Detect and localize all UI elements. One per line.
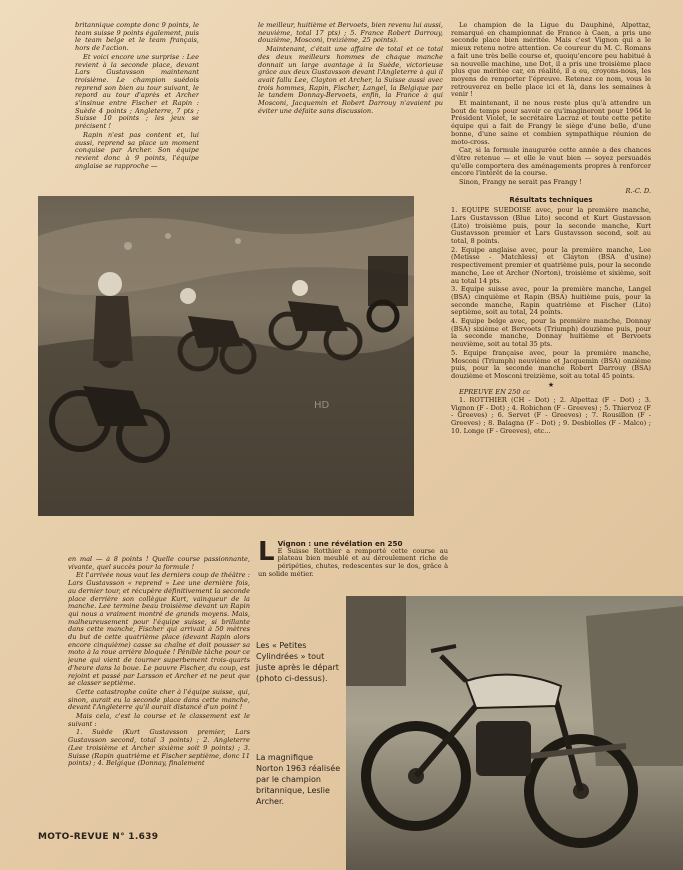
- column-lower-left: [68, 556, 250, 828]
- epreuve-heading: EPREUVE EN 250 cc: [459, 388, 531, 397]
- star-separator: ★: [547, 380, 555, 389]
- result-item: 5. Equipe française avec, pour la première manche, Mosconi (Triumph) neuvième et Jacquemin (BSA) onzième puis, pour la seconde manche Robert Darrouy (BSA) douzième et Mosconi treizième, soit au total 45 points.: [451, 348, 651, 380]
- paragraph: Le champion de la Ligue du Dauphiné, Alpettaz, remarqué en championnat de France à Caen, a pris une seconde place bien méritée. Mais c'est Vignon qui a le mieux retenu notre attention. Ce coureur du M. C. Romans a fait une très belle course et, quoiqu'encore peu habitué à sa nouvelle machine, une Dot, il a pris une troisième place plus que méritée car, en réalité, il a eu, croyons-nous, les moyens de remporter l'épreuve. Retenez ce nom, vous le retrouverez en belle place ici et là, dans les semaines à venir !: [451, 22, 651, 99]
- vignon-article: [258, 540, 448, 592]
- paragraph: britannique compte donc 9 points, le team suisse 9 points également, puis le team belge et le team français, hors de l'action.: [75, 22, 199, 53]
- paragraph: Maintenant, c'était une affaire de total et ce total des deux meilleurs hommes de chaque manche donnait un large avantage à la Suède, victorieuse grâce aux deux Gustavsson devant l'Angleterre à qui il avait fallu Lee, Clayton et Archer, la Suisse aussi avec trois hommes, Rapin, Fischer, Langel, la Belgique par le tandem Donnay-Bervoets, enfin, la France à qui Mosconi, Jacquemin et Robert Darrouy n'avaient pu éviter une défaite sans discussion.: [258, 45, 443, 115]
- paragraph: Et l'arrivée nous vaut les derniers coup de théâtre : Lars Gustavsson « reprend » Lee une dernière fois, au dernier tour, et récupère définitivement la seconde place derrière son collègue Kurt, vainqueur de la manche. Lee termine beau troisième devant un Rapin qui nous a vraiment montré de grands moyens. Mais, malheureusement pour l'équipe suisse, si brillante dans cette manche, Fischer qui arrivait à 50 mètres du but de cette quatrième place (devant Rapin alors encore cinquième) casse sa chaîne et doit pousser sa moto à la roue arrière bloquée ! Pénible tâche pour ce jeune qui vient de tourner superbement trois-quarts d'heure dans la boue. Le pauvre Fischer, du coup, est rejoint et passé par Larsson et Archer et ne peut que se classer septième.: [68, 571, 250, 688]
- column-2-top: [258, 22, 443, 182]
- drop-cap: L: [258, 540, 275, 567]
- paragraph: Cette catastrophe coûte cher à l'équipe suisse, qui, sinon, aurait eu la seconde place dans cette manche, devant l'Angleterre qu'il aurait distancé d'un point !: [68, 687, 250, 712]
- signature: R.-C. D.: [625, 186, 651, 195]
- paragraph: 1. Suède (Kurt Gustavsson premier, Lars Gustavsson second, total 3 points) ; 2. Angleterre (Lee troisième et Archer sixième soit 9 points) ; 3. Suisse (Rapin quatrième et Fischer septième, donc 11 points) ; 4. Belgique (Donnay, finalement: [68, 728, 250, 768]
- results-heading: Résultats techniques: [509, 196, 593, 205]
- paragraph: Sinon, Frangy ne serait pas Frangy !: [459, 178, 582, 187]
- paragraph: Mais cela, c'est la course et le classement est le suivant :: [68, 712, 250, 728]
- vignon-heading: Vignon : une révélation en 250: [277, 540, 403, 548]
- watermark: HD: [314, 400, 330, 411]
- magazine-footer: MOTO-REVUE N° 1.639: [38, 832, 159, 842]
- result-item: 4. Equipe belge avec, pour la première manche, Donnay (BSA) sixième et Bervoets (Triumph) douzième puis, pour la seconde manche, Donnay huitième et Bervoets neuvième, soit au total 35 pts.: [451, 317, 651, 349]
- epreuve-results: 1. ROTTHIER (CH - Dot) ; 2. Alpettaz (F - Dot) ; 3. Vignon (F - Dot) ; 4. Robichon (F - Greeves) ; 5. Thiervoz (F - Greeves) ; 6. Servet (F - Greeves) ; 7. Rousillon (F - Greeves) ; 8. Balagna (F - Dot) ; 9. Desbiolles (F - Malco) ; 10. Longe (F - Greeves), etc...: [451, 396, 651, 435]
- column-1-top: [75, 22, 199, 190]
- results-list: [451, 207, 651, 380]
- paragraph: Et voici encore une surprise : Lee revient à la seconde place, devant Lars Gustavsson maintenant troisième. Le champion suédois reprend son bien au tour suivant, le repord au tour d'après et Archer s'insinue entre Fischer et Rapin : Suède 4 points ; Angleterre, 7 pts ; Suisse 10 points ; les jeux se précisent !: [75, 52, 199, 131]
- result-item: 3. Equipe suisse avec, pour la première manche, Langel (BSA) cinquième et Rapin (BSA) huitième puis, pour la seconde manche, Rapin quatrième et Fischer (Lito) septième, soit au total, 24 points.: [451, 285, 651, 317]
- paragraph: Rapin n'est pas content et, lui aussi, reprend sa place un moment conquise par Archer. Son équipe revient donc à 9 points, l'équipe anglaise se rapproche —: [75, 130, 199, 170]
- photo-motocross-start: [38, 196, 414, 516]
- caption-petites-cylindrees: Les « Petites Cylindrées » tout juste après le départ (photo ci-dessus).: [256, 641, 339, 683]
- caption-norton: La magnifique Norton 1963 réalisée par le champion britannique, Leslie Archer.: [256, 753, 341, 806]
- paragraph: Car, si la formule inaugurée cette année a des chances d'être retenue — et elle le vaut bien — soyez persuadés qu'elle comportera des aménagements propres à renforcer encore l'intérêt de la course.: [451, 146, 651, 178]
- paragraph: le meilleur, huitième et Bervoets, bien revenu lui aussi, neuvième, total 17 pts) ; 5. France Robert Darrouy, douzième, Mosconi, treizième, 25 points).: [258, 22, 443, 45]
- result-item: 2. Equipe anglaise avec, pour la première manche, Lee (Metisse - Matchless) et Clayton (BSA d'usine) respectivement premier et quatrième puis, pour la seconde manche, Lee et Archer (Norton), troisième et sixième, soit au total 14 pts.: [451, 245, 651, 285]
- paragraph: Et maintenant, il ne nous reste plus qu'à attendre un bout de temps pour savoir ce qu'imagineront pour 1964 le Président Violet, le secrétaire Lacraz et toute cette petite équipe qui a fait de Frangy le siège d'une belle, d'une bonne, d'une saine et combien sympathique réunion de moto-cross.: [451, 99, 651, 146]
- vignon-text: E Suisse Rotthier a remporté cette course au plateau bien meublé et au déroulement riche de péripéties, chutes, redescentes sur le dos, grâce à un solide métier.: [258, 546, 448, 578]
- paragraph: en mal — à 8 points ! Quelle course passionnante, vivante, quel succès pour la formule !: [68, 556, 250, 571]
- photo-norton-motorcycle: [346, 596, 683, 870]
- column-3: [451, 22, 651, 590]
- result-item: 1. EQUIPE SUEDOISE avec, pour la première manche, Lars Gustavsson (Blue Lito) second et Kurt Gustavsson (Lito) troisième puis, pour la seconde manche, Kurt Gustavsson premier et Lars Gustavsson second, soit au total, 8 points.: [451, 206, 651, 245]
